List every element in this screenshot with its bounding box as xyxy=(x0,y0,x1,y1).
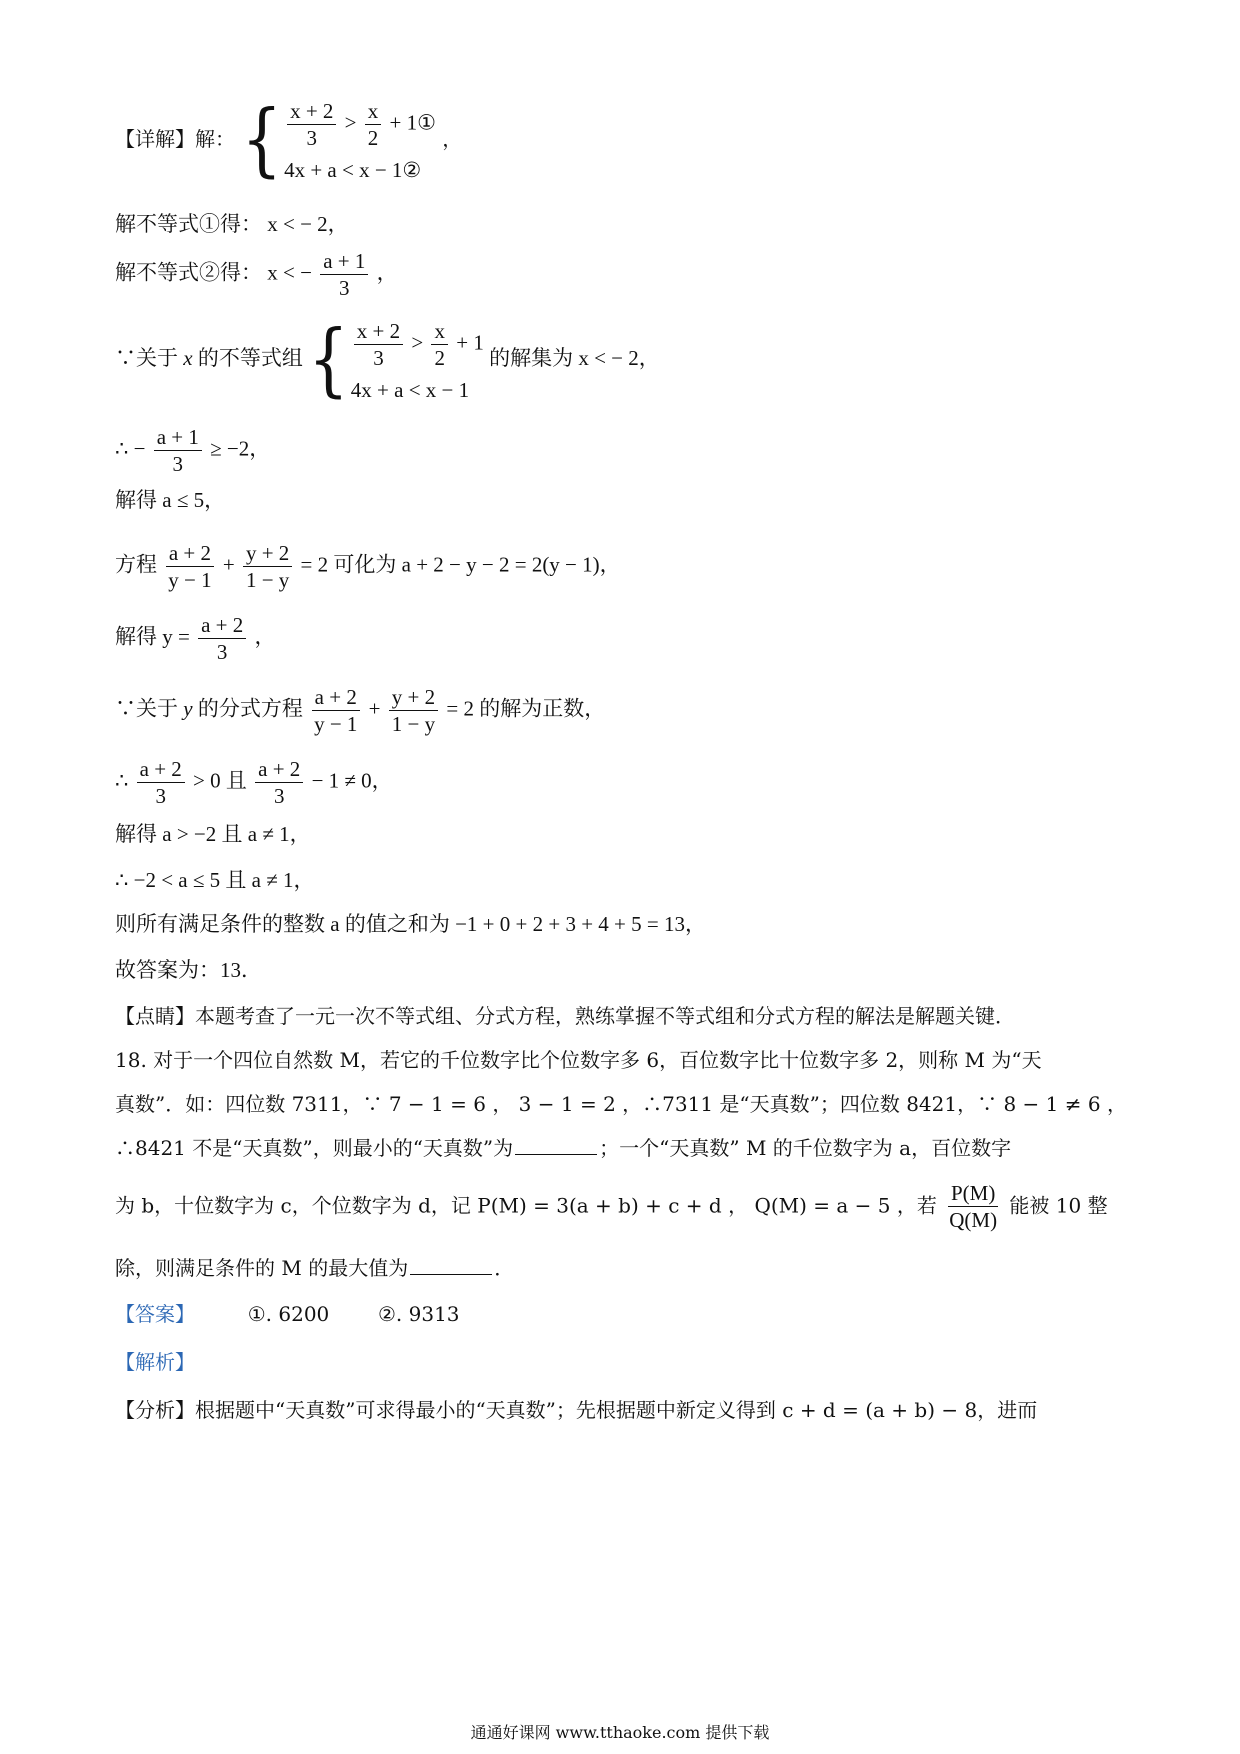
problem-18-line-2: 真数”．如：四位数 7311，∵ 7 − 1 = 6 ， 3 − 1 = 2 ，∴7311 是“天真数”；四位数 8421，∵ 8 − 1 ≠ 6 ， xyxy=(115,1092,1127,1116)
p3-pre: ∴8421 不是“天真数”，则最小的“天真数”为 xyxy=(115,1136,514,1160)
detail-label: 【详解】 xyxy=(115,126,195,151)
l7-den: 3 xyxy=(216,640,228,665)
p3-post: ；一个“天真数” M 的千位数字为 a，百位数字 xyxy=(599,1136,1012,1160)
l2-post: ， xyxy=(376,260,398,285)
p5-post: ． xyxy=(494,1256,515,1280)
l3-post: 的解集为 x < − 2， xyxy=(489,346,660,371)
l4-pre: ∴ − xyxy=(115,436,146,461)
l4-num: a + 1 xyxy=(154,424,202,451)
l6-d1: y − 1 xyxy=(168,568,212,593)
l3-mid: 的不等式组 xyxy=(197,346,303,371)
p4-den: Q(M) xyxy=(949,1208,998,1233)
l3-r1-tail: + 1 xyxy=(456,330,484,355)
l8-n1: a + 2 xyxy=(312,684,360,711)
l6-pre: 方程 xyxy=(115,552,157,577)
l3-r1-den: 3 xyxy=(373,346,384,371)
l4-post: ≥ −2， xyxy=(210,436,271,461)
l8-pre: ∵关于 xyxy=(115,696,178,721)
l4-den: 3 xyxy=(172,452,184,477)
system-brace-2: { xyxy=(308,314,349,407)
l8-plus: + xyxy=(368,696,381,721)
l3-r1-rden: 2 xyxy=(434,346,445,371)
l8-var: y xyxy=(183,696,193,721)
l9-d1: 3 xyxy=(155,784,166,809)
l3-pre: ∵关于 xyxy=(115,346,178,371)
l3-r2: 4x + a < x − 1 xyxy=(350,377,470,402)
equation-transform-line xyxy=(115,540,621,594)
inequality-system-2 xyxy=(308,314,484,407)
problem-18-line-3 xyxy=(115,1136,1011,1160)
inequality-system xyxy=(241,94,436,187)
therefore-range: ∴ −2 < a ≤ 5 且 a ≠ 1， xyxy=(115,868,315,892)
eq1-tail: + 1① xyxy=(389,110,436,135)
therefore-line-2 xyxy=(115,756,393,810)
l8-post: = 2 的解为正数， xyxy=(446,696,606,721)
eq1-gt: > xyxy=(344,110,357,135)
answer-label: 【答案】 xyxy=(115,1302,195,1326)
l9-pre: ∴ xyxy=(115,768,129,793)
answer-13: 故答案为：13． xyxy=(115,958,262,982)
answer-line xyxy=(115,1302,460,1326)
l8-n2: y + 2 xyxy=(389,684,438,711)
l8-d2: 1 − y xyxy=(391,712,436,737)
l2-pre: 解不等式②得： x < − xyxy=(115,260,312,285)
key-point-line: 【点睛】本题考查了一元一次不等式组、分式方程，熟练掌握不等式组和分式方程的解法是解题关键． xyxy=(115,1004,1015,1028)
answer-blank-1 xyxy=(515,1136,597,1155)
l3-r1-mid: > xyxy=(411,330,424,355)
l9-n2: a + 2 xyxy=(255,756,303,783)
solve-a-range: 解得 a > −2 且 a ≠ 1， xyxy=(115,822,311,846)
problem-18-line-1: 18. 对于一个四位自然数 M，若它的千位数字比个位数字多 6，百位数字比十位数字多 2，则称 M 为“天 xyxy=(115,1048,1042,1072)
solve-ineq-1: 解不等式①得： x < − 2， xyxy=(115,212,349,236)
detail-trail: ， xyxy=(442,126,463,151)
l6-plus: + xyxy=(222,552,235,577)
analysis-line-1: 【分析】根据题中“天真数”可求得最小的“天真数”；先根据题中新定义得到 c + d = (a + b) − 8，进而 xyxy=(115,1398,1038,1422)
l7-num: a + 2 xyxy=(198,612,246,639)
l6-d2: 1 − y xyxy=(245,568,290,593)
problem-18-line-5 xyxy=(115,1256,514,1280)
l6-n1: a + 2 xyxy=(166,540,214,567)
l7-post: ， xyxy=(254,624,276,649)
eq1-numerator: x + 2 xyxy=(287,98,336,125)
l8-mid: 的分式方程 xyxy=(197,696,303,721)
l9-post: − 1 ≠ 0， xyxy=(311,768,393,793)
problem-18-line-4 xyxy=(115,1180,1108,1234)
l7-pre: 解得 y = xyxy=(115,624,190,649)
therefore-line-1 xyxy=(115,424,270,478)
answer-blank-2 xyxy=(410,1256,492,1275)
system-brace: { xyxy=(241,94,283,187)
p4-pre: 为 b，十位数字为 c，个位数字为 d，记 P(M) = 3(a + b) + c + d ， Q(M) = a − 5 ，若 xyxy=(115,1193,937,1218)
eq1-denominator: 3 xyxy=(306,126,317,151)
answer-2: ②. 9313 xyxy=(377,1302,460,1326)
eq2: 4x + a < x − 1② xyxy=(284,157,422,182)
p4-num: P(M) xyxy=(948,1180,998,1207)
l9-n1: a + 2 xyxy=(137,756,185,783)
l9-mid: > 0 且 xyxy=(193,768,247,793)
p4-post: 能被 10 整 xyxy=(1009,1193,1108,1218)
solve-a-le-5: 解得 a ≤ 5， xyxy=(115,488,226,512)
page-footer: 通通好课网 www.tthaoke.com 提供下载 xyxy=(470,1723,770,1742)
detail-lead: 解： xyxy=(195,126,235,151)
p5-pre: 除，则满足条件的 M 的最大值为 xyxy=(115,1256,409,1280)
l3-r1-num: x + 2 xyxy=(354,318,403,345)
solve-y-line xyxy=(115,612,276,666)
l3-var: x xyxy=(183,346,193,371)
because-system-line xyxy=(115,314,660,407)
l8-d1: y − 1 xyxy=(314,712,358,737)
l6-n2: y + 2 xyxy=(243,540,292,567)
answer-1: ①. 6200 xyxy=(247,1302,330,1326)
l6-post: = 2 可化为 a + 2 − y − 2 = 2(y − 1)， xyxy=(300,552,621,577)
because-fraction-equation-line xyxy=(115,684,605,738)
sum-of-integers: 则所有满足条件的整数 a 的值之和为 −1 + 0 + 2 + 3 + 4 + 5 = 13， xyxy=(115,912,706,936)
analysis-label: 【解析】 xyxy=(115,1350,195,1374)
detail-line xyxy=(115,94,463,187)
l3-r1-rnum: x xyxy=(431,318,448,345)
l2-num: a + 1 xyxy=(320,248,368,275)
solve-ineq-2 xyxy=(115,248,398,302)
eq1-rnum: x xyxy=(365,98,382,125)
l2-den: 3 xyxy=(339,276,350,301)
l9-d2: 3 xyxy=(273,784,285,809)
eq1-rden: 2 xyxy=(367,126,379,151)
